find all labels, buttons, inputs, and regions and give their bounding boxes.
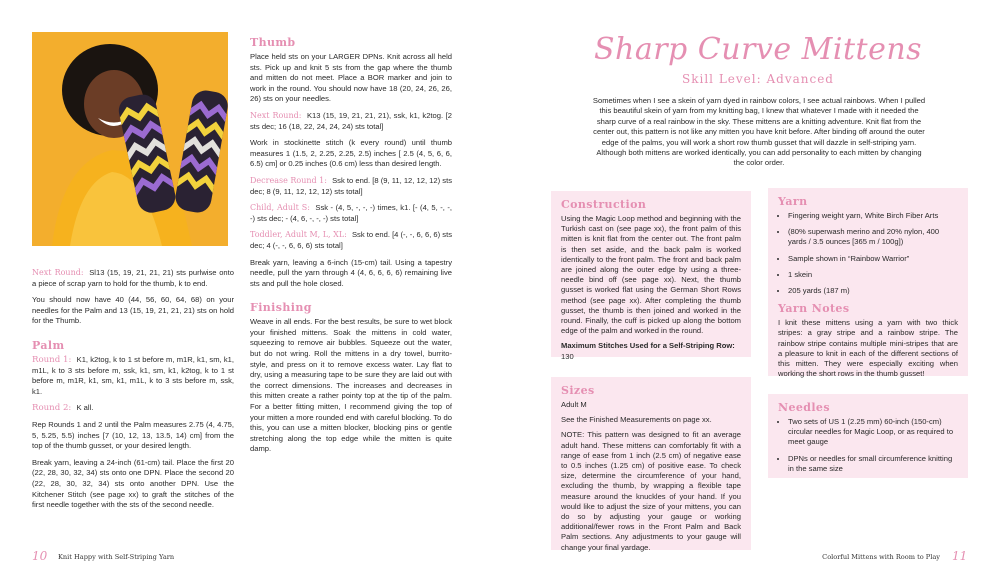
break-yarn-paragraph: Break yarn, leaving a 6-inch (15-cm) tail. Using a tapestry needle, pull the yarn through 4 (4, 6, 6, 6, 6) remaining live sts and pull the hole closed.: [250, 257, 452, 288]
round-1-label: Round 1:: [32, 354, 72, 365]
thumb-next-round-label: Next Round:: [250, 110, 302, 120]
round-2-instruction: [32, 403, 234, 414]
skill-level: Skill Level: Advanced: [682, 72, 834, 86]
palm-heading: Palm: [32, 338, 65, 352]
thumb-paragraph: Place held sts on your LARGER DPNs. Knit across all held sts. Pick up and knit 5 sts from the gap where the thumb and mitten do not meet. Place a BOR marker and join to work in the round. You should now have 18 (20, 24, 26, 26, 26) sts on your needles.: [250, 52, 452, 104]
thumb-heading: Thumb: [250, 36, 296, 49]
intro-paragraph: Sometimes when I see a skein of yarn dyed in rainbow colors, I see actual rainbows. When I pulled this beautiful skein of yarn from my knitting bag, I knew that whatever I made with it needed the sharp curve of a real rainbow in the sky. These mittens are a knitting adventure. Knit flat from the center out, this pattern is not like any mitten you have knit before. After binding off around the outer edge of the palms, you will work a short row thumb gusset that will dazzle in self-striping yarn. Although both mittens are worked identically, you can add personality to each mitten by changing the color order.: [592, 96, 926, 168]
decrease-round-1: [250, 176, 452, 197]
left-page-number: 10: [32, 549, 48, 563]
repeat-paragraph: Rep Rounds 1 and 2 until the Palm measures 2.75 (4, 4.75, 5, 5.25, 5.5) inches [7 (10, 12, 13, 13.5, 14) cm] from the top of the thumb gusset, or your desired length.: [32, 419, 234, 451]
kitchener-paragraph: Break yarn, leaving a 24-inch (61-cm) tail. Place the first 20 (22, 28, 30, 32, 34) sts onto one DPN. Place the second 20 (22, 28, 30, 32, 34) sts onto another DPN. Use the Kitchener Stitch (see page xx) to graft the stitches of the first needle together with the sts of the second needle.: [32, 457, 234, 510]
sizes-see-text: See the Finished Measurements on page xx.: [561, 415, 712, 425]
max-stitches-value: 130: [561, 351, 574, 361]
needles-item: • Two sets of US 1 (2.25 mm) 60-inch (150-cm) circular needles for Magic Loop, or as required to meet gauge: [788, 417, 958, 448]
needles-box: [768, 394, 968, 478]
thumb-next-round: [250, 111, 452, 132]
decrease-round-text: Ssk to end. [8 (9, 11, 12, 12, 12) sts dec; 8 (9, 11, 12, 12, 12) sts total]: [250, 175, 452, 196]
needles-list: [778, 417, 958, 474]
yarn-heading: Yarn: [778, 195, 808, 208]
round-1-text: K1, k2tog, k to 1 st before m, m1R, k1, sm, k1, m1L, k to 3 sts before m, ssk, k1, sm, k1, k2tog, k to 1 st before m, m1R, k1, sm, k1, m1L, k to 3 sts before m, ssk, k1.: [32, 354, 234, 396]
child-adult-s-instruction: [250, 203, 452, 224]
decrease-round-label: Decrease Round 1:: [250, 175, 327, 185]
woman-with-mittens-photo: [32, 32, 228, 246]
next-round-text: Sl13 (15, 19, 21, 21, 21) sts purlwise onto a piece of scrap yarn to hold for the thumb, k to end.: [32, 268, 234, 288]
yarn-notes-text: I knit these mittens using a yarn with two thick stripes: a gray stripe and a rainbow stripe. The rainbow stripe contains multiple mini-stripes that are a pleasure to knit in each of the different sections of this mitten. They were especially exciting when working the short rows in the thumb gusset!: [778, 318, 958, 379]
round-2-label: Round 2:: [32, 403, 72, 414]
right-page-number: 11: [952, 549, 968, 563]
toddler-adult-instruction: [250, 230, 452, 251]
yarn-item: • Fingering weight yarn, White Birch Fiber Arts: [788, 211, 958, 221]
max-stitches-line: [561, 341, 741, 361]
sizes-note: NOTE: This pattern was designed to fit an average adult hand. These mittens can comfortably fit with a range of ease from 1 inch (2.5 cm) of negative ease to 0.5 inches (1.25 cm) of positive ease. To check size, determine the circumference of your hand, excluding the thumb, by wrapping a flexible tape measure around the knuckles of your hand. If you would like to adjust the size of your mittens, you can do so by adjusting your gauge or working additional/fewer rows in the Front Palm and Back Palm sections. Any adjustments to your gauge will change your final yardage.: [561, 430, 741, 552]
child-adult-s-label: Child, Adult S:: [250, 203, 310, 213]
finishing-heading: Finishing: [250, 301, 312, 315]
yarn-item: • 205 yards (187 m): [788, 286, 958, 296]
construction-box: [551, 191, 751, 361]
stockinette-paragraph: Work in stockinette stitch (k every round) until thumb measures 1 (1.5, 2, 2.25, 2.25, 2.5) inches [ 2.5 (4, 5, 6, 6, 6.5) cm] or 0.25 inches (0.6 cm) less than desired length.: [250, 138, 452, 169]
next-round-instruction: [32, 268, 234, 289]
photo: [32, 32, 228, 246]
thumb-next-round-text: K13 (15, 19, 21, 21, 21), ssk, k1, k2tog. [2 sts dec; 16 (18, 22, 24, 24, 24) sts total]: [250, 110, 452, 131]
yarn-item: • 1 skein: [788, 270, 958, 280]
max-stitches-label: Maximum Stitches Used for a Self-Striping Row:: [561, 341, 735, 351]
round-2-text: K all.: [76, 403, 94, 413]
sizes-heading: Sizes: [561, 384, 595, 397]
sizes-box: [551, 377, 751, 550]
yarn-notes-heading: Yarn Notes: [778, 302, 850, 316]
construction-heading: Construction: [561, 198, 647, 211]
column-2: [250, 36, 452, 461]
right-running-title: Colorful Mittens with Room to Play: [822, 553, 940, 561]
yarn-box: [768, 188, 968, 379]
pattern-title: Sharp Curve Mittens: [593, 32, 923, 67]
construction-text: Using the Magic Loop method and beginning with the Turkish cast on (see page xx), the front palm of this mitten is knit flat from the center out. The front palm is then set aside, and the back palm is worked identically to the front palm. The front and back palm are joined along the outer edge by using a three-needle bind off (see page xx). Next, the thumb gusset is worked flat using the German Short Rows method (see page xx). After completing the thumb gusset, the thumb is then joined and worked in the round. Finally, the cuff is picked up along the bottom edge of the palm and worked in the round.: [561, 214, 741, 336]
yarn-item: • (80% superwash merino and 20% nylon, 400 yards / 3.5 ounces [365 m / 100g]): [788, 227, 958, 247]
next-round-label: Next Round:: [32, 268, 84, 277]
needles-heading: Needles: [778, 401, 830, 414]
toddler-adult-text: Ssk to end. [4 (-, -, 6, 6, 6) sts dec; 4 (-, -, 6, 6, 6) sts total]: [250, 230, 452, 250]
child-adult-s-text: Ssk - (4, 5, -, -, -) times, k1. [- (4, 5, -, -, -) sts dec; - (4, 6, -, -, -) sts total]: [250, 203, 452, 223]
finishing-paragraph: Weave in all ends. For the best results, be sure to wet block your finished mittens. Soak the mittens in cold water, squeezing to remove air bubbles. Squeeze out the water, but do not wring. Roll the mittens in a dry towel, burrito-style, and press on it to remove excess water. Lay flat to dry, using a measuring tape to be sure they are laid out with the correct dimensions. The increases and decreases in this mitten create a rather pointy top at the tip of the palm. For a better fitting mitten, I recommend giving the top of your mitten a more rounded end with careful blocking. To do this, you can use a mitten blocker, blocking pins or gentle stretching along the top edge while the mitten is quite damp.: [250, 317, 452, 454]
yarn-item: • Sample shown in “Rainbow Warrior”: [788, 254, 958, 264]
left-running-title: Knit Happy with Self-Striping Yarn: [58, 553, 175, 561]
needles-item: • DPNs or needles for small circumference knitting in the same size: [788, 454, 958, 474]
stitch-count-paragraph: You should now have 40 (44, 56, 60, 64, 68) on your needles for the Palm and 13 (15, 19, 21, 21, 21) sts on hold for the Thumb.: [32, 295, 234, 326]
column-1: [32, 268, 234, 517]
yarn-list: [778, 211, 958, 296]
size-value: Adult M: [561, 400, 587, 409]
toddler-adult-label: Toddler, Adult M, L, XL:: [250, 230, 347, 240]
round-1-instruction: [32, 355, 234, 397]
